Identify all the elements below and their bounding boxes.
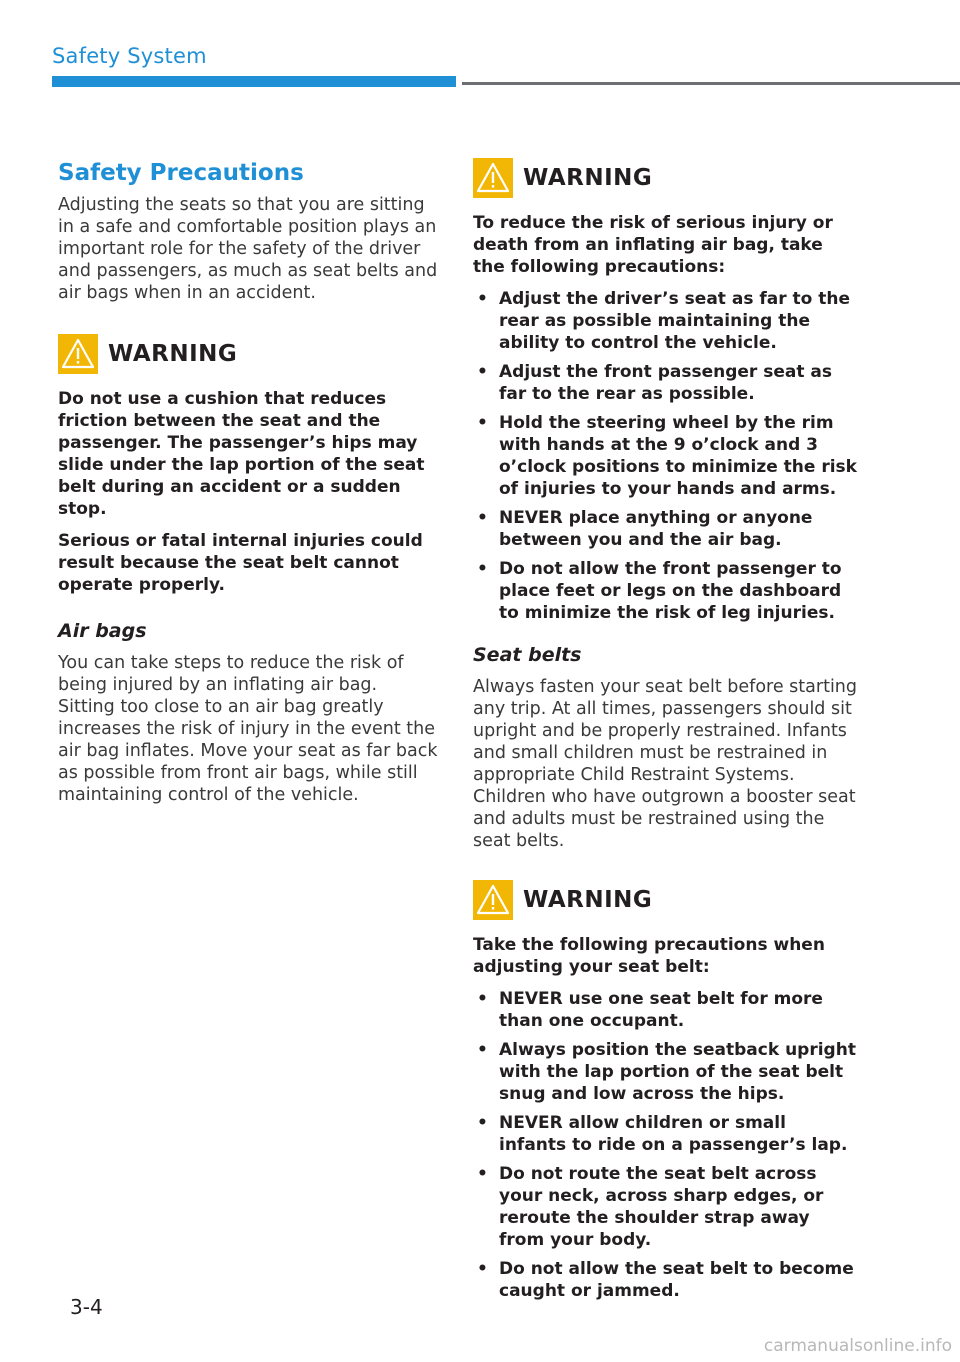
warning-header	[473, 158, 858, 198]
header-rule	[462, 82, 960, 85]
warning-paragraph: Serious or fatal internal injuries could result because the seat belt cannot operate properly.	[58, 531, 423, 595]
list-item: • Do not allow the seat belt to become caught or jammed.	[473, 1258, 858, 1302]
warning-header	[58, 334, 438, 374]
right-column	[473, 158, 858, 1309]
airbags-section	[58, 620, 438, 806]
watermark: carmanualsonline.info	[763, 1336, 952, 1356]
list-item: • Adjust the driver’s seat as far to the rear as possible maintaining the ability to control the vehicle.	[473, 288, 858, 354]
list-item: • Always position the seatback upright with the lap portion of the seat belt snug and low across the hips.	[473, 1039, 858, 1105]
seatbelts-paragraph: Always fasten your seat belt before starting any trip. At all times, passengers should sit upright and be properly restrained. Infants and small children must be restrained in appropriate Child Restraint Systems. Children who have outgrown a booster seat and adults must be restrained using the seat belts.	[473, 677, 858, 851]
warning-intro: Take the following precautions when adjusting your seat belt:	[473, 935, 825, 977]
list-item: • NEVER use one seat belt for more than one occupant.	[473, 988, 858, 1032]
list-item: • NEVER allow children or small infants to ride on a passenger’s lap.	[473, 1112, 858, 1156]
list-item: • Do not route the seat belt across your neck, across sharp edges, or reroute the shoulder strap away from your body.	[473, 1163, 858, 1251]
section-title: Safety Precautions	[58, 160, 304, 186]
warning-paragraph: Do not use a cushion that reduces friction between the seat and the passenger. The passenger’s hips may slide under the lap portion of the seat belt during an accident or a sudden stop.	[58, 389, 425, 519]
list-item: • Hold the steering wheel by the rim with hands at the 9 o’clock and 3 o’clock positions to minimize the risk of injuries to your hands and arms.	[473, 412, 858, 500]
warning-label: WARNING	[523, 887, 653, 913]
seatbelts-heading: Seat belts	[473, 644, 582, 666]
header-accent-bar	[52, 76, 456, 87]
list-item: • Adjust the front passenger seat as far to the rear as possible.	[473, 361, 858, 405]
warning-header	[473, 880, 858, 920]
warning-triangle-icon	[58, 334, 98, 374]
warning-box-seatbelt	[473, 880, 858, 1302]
left-column	[58, 160, 438, 806]
page-number: 3-4	[70, 1295, 103, 1319]
warning-list	[473, 988, 858, 1302]
airbags-heading: Air bags	[58, 620, 147, 642]
intro-paragraph: Adjusting the seats so that you are sitting in a safe and comfortable position plays an important role for the safety of the driver and passengers, as much as seat belts and air bags when in an accident.	[58, 195, 438, 303]
list-item: • NEVER place anything or anyone between you and the air bag.	[473, 507, 858, 551]
warning-intro: To reduce the risk of serious injury or death from an inflating air bag, take the following precautions:	[473, 213, 833, 277]
warning-label: WARNING	[108, 341, 238, 367]
warning-box-airbag	[473, 158, 858, 624]
list-item: • Do not allow the front passenger to place feet or legs on the dashboard to minimize the risk of leg injuries.	[473, 558, 858, 624]
airbags-paragraph: You can take steps to reduce the risk of being injured by an inflating air bag. Sitting too close to an air bag greatly increases the risk of injury in the event the air bag inflates. Move your seat as far back as possible from front air bags, while still maintaining control of the vehicle.	[58, 653, 438, 805]
warning-label: WARNING	[523, 165, 653, 191]
warning-triangle-icon	[473, 158, 513, 198]
page-header-title: Safety System	[52, 44, 207, 68]
seatbelts-section	[473, 644, 858, 852]
warning-triangle-icon	[473, 880, 513, 920]
warning-box-cushion	[58, 334, 438, 596]
warning-list	[473, 288, 858, 624]
